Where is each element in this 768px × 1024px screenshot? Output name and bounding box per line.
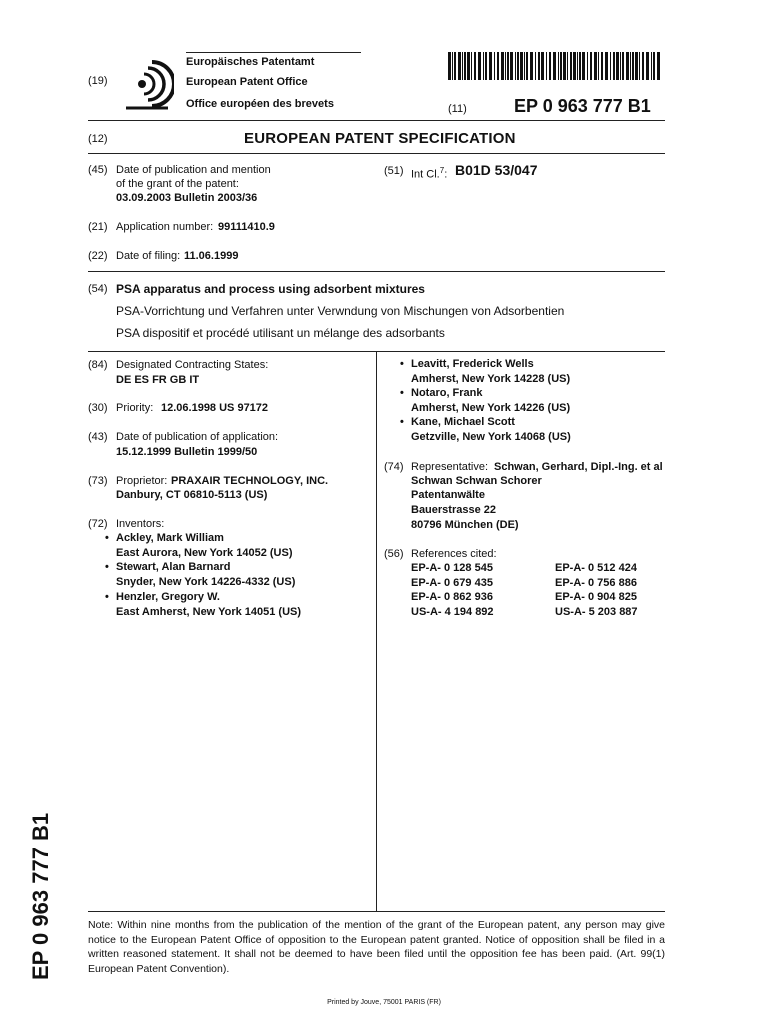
barcode-bar bbox=[507, 52, 509, 80]
inventor-name: • Kane, Michael Scott bbox=[411, 415, 515, 429]
barcode bbox=[448, 52, 664, 80]
inventor-name: • Stewart, Alan Barnard bbox=[116, 560, 231, 574]
code-73: (73) bbox=[88, 475, 108, 487]
barcode-bar bbox=[590, 52, 592, 80]
barcode-bar bbox=[582, 52, 585, 80]
code-74: (74) bbox=[384, 461, 404, 473]
publication-number: EP 0 963 777 B1 bbox=[514, 96, 651, 116]
barcode-bar bbox=[613, 52, 615, 80]
reference: EP-A- 0 512 424 bbox=[555, 562, 637, 574]
proprietor-name: PRAXAIR TECHNOLOGY, INC. bbox=[171, 475, 329, 487]
barcode-bar bbox=[632, 52, 634, 80]
barcode-bar bbox=[517, 52, 519, 80]
barcode-bar bbox=[626, 52, 629, 80]
int-cl-colon: : bbox=[444, 168, 448, 181]
barcode-bar bbox=[549, 52, 551, 80]
barcode-bar bbox=[520, 52, 523, 80]
barcode-bar bbox=[594, 52, 597, 80]
code-45: (45) bbox=[88, 164, 108, 176]
grant-date-label-1: Date of publication and mention bbox=[116, 164, 271, 176]
title-en: PSA apparatus and process using adsorbent mixtures bbox=[116, 282, 425, 296]
barcode-bar bbox=[448, 52, 451, 80]
barcode-bar bbox=[553, 52, 556, 80]
priority-label: Priority: bbox=[116, 402, 154, 414]
barcode-bar bbox=[622, 52, 624, 80]
int-cl-label bbox=[411, 164, 447, 182]
code-12: (12) bbox=[88, 133, 108, 145]
barcode-bar bbox=[605, 52, 608, 80]
barcode-bar bbox=[464, 52, 466, 80]
barcode-bar bbox=[497, 52, 499, 80]
barcode-bar bbox=[526, 52, 528, 80]
barcode-bar bbox=[577, 52, 578, 80]
reference: EP-A- 0 128 545 bbox=[411, 562, 493, 574]
barcode-bar bbox=[483, 52, 484, 80]
filing-date-label: Date of filing: bbox=[116, 250, 181, 262]
code-11: (11) bbox=[448, 103, 467, 115]
code-30: (30) bbox=[88, 402, 108, 414]
int-cl-value: B01D 53/047 bbox=[455, 162, 538, 178]
biblio-rule bbox=[88, 271, 665, 272]
barcode-bar bbox=[474, 52, 476, 80]
reference: EP-A- 0 756 886 bbox=[555, 577, 637, 589]
barcode-bar bbox=[454, 52, 456, 80]
app-publication-label: Date of publication of application: bbox=[116, 431, 279, 443]
barcode-bar bbox=[485, 52, 487, 80]
barcode-bar bbox=[651, 52, 652, 80]
header-bottom-rule bbox=[88, 120, 665, 121]
barcode-bar bbox=[642, 52, 644, 80]
code-54: (54) bbox=[88, 283, 108, 295]
barcode-bar bbox=[639, 52, 640, 80]
barcode-bar bbox=[657, 52, 660, 80]
inventor-name: • Notaro, Frank bbox=[411, 386, 483, 400]
opposition-note: Note: Within nine months from the publication of the mention of the grant of the European patent, any person may give notice to the European Patent Office of opposition to the European patent granted. Notice of opposition shall be filed in a written reasoned statement. It shall not be deemed to have been filed until the opposition fee has been paid. (Art. 99(1) European Patent Convention). bbox=[88, 919, 665, 975]
barcode-bar bbox=[524, 52, 525, 80]
grant-date-value: 03.09.2003 Bulletin 2003/36 bbox=[116, 192, 258, 204]
code-22: (22) bbox=[88, 250, 108, 262]
reference: US-A- 5 203 887 bbox=[555, 606, 638, 618]
barcode-bar bbox=[616, 52, 619, 80]
references-label: References cited: bbox=[411, 548, 497, 560]
inventor-address: Amherst, New York 14228 (US) bbox=[411, 373, 571, 385]
reference: EP-A- 0 679 435 bbox=[411, 577, 493, 589]
inventor-address: East Aurora, New York 14052 (US) bbox=[116, 547, 293, 559]
reference: EP-A- 0 904 825 bbox=[555, 591, 637, 603]
title-fr: PSA dispositif et procédé utilisant un mélange des adsorbants bbox=[116, 326, 445, 340]
barcode-bar bbox=[458, 52, 461, 80]
code-56: (56) bbox=[384, 548, 404, 560]
representative-line: Bauerstrasse 22 bbox=[411, 504, 497, 516]
reference: EP-A- 0 862 936 bbox=[411, 591, 493, 603]
int-cl-sup: 7 bbox=[439, 166, 445, 175]
inventor-name: • Ackley, Mark William bbox=[116, 531, 224, 545]
barcode-bar bbox=[546, 52, 547, 80]
filing-date-value: 11.06.1999 bbox=[184, 250, 239, 262]
barcode-bar bbox=[635, 52, 638, 80]
barcode-bar bbox=[573, 52, 576, 80]
code-84: (84) bbox=[88, 359, 108, 371]
barcode-bar bbox=[646, 52, 649, 80]
office-name-de: Europäisches Patentamt bbox=[186, 56, 315, 68]
title-de: PSA-Vorrichtung und Verfahren unter Verwndung von Mischungen von Adsorbentien bbox=[116, 304, 565, 318]
states-value: DE ES FR GB IT bbox=[116, 374, 200, 386]
barcode-bar bbox=[598, 52, 599, 80]
code-51: (51) bbox=[384, 165, 404, 177]
application-number-label: Application number: bbox=[116, 221, 214, 233]
office-name-en: European Patent Office bbox=[186, 76, 308, 88]
int-cl-text: Int Cl. bbox=[411, 168, 440, 181]
barcode-bar bbox=[510, 52, 513, 80]
barcode-bar bbox=[570, 52, 572, 80]
barcode-bar bbox=[505, 52, 506, 80]
representative-label: Representative: bbox=[411, 461, 489, 473]
barcode-bar bbox=[558, 52, 559, 80]
printer-line: Printed by Jouve, 75001 PARIS (FR) bbox=[327, 999, 441, 1006]
side-publication-number: EP 0 963 777 B1 bbox=[28, 812, 53, 980]
barcode-bar bbox=[538, 52, 540, 80]
representative-line: Schwan, Gerhard, Dipl.-Ing. et al bbox=[494, 461, 663, 473]
representative-line: Schwan Schwan Schorer bbox=[411, 475, 542, 487]
grant-date-label-2: of the grant of the patent: bbox=[116, 178, 239, 190]
barcode-bar bbox=[563, 52, 566, 80]
barcode-bar bbox=[560, 52, 562, 80]
barcode-bar bbox=[653, 52, 655, 80]
barcode-bar bbox=[535, 52, 536, 80]
inventor-name: • Henzler, Gregory W. bbox=[116, 590, 220, 604]
proprietor-address: Danbury, CT 06810-5113 (US) bbox=[116, 489, 268, 501]
column-divider bbox=[376, 351, 377, 911]
priority-value: 12.06.1998 US 97172 bbox=[161, 402, 269, 414]
barcode-bar bbox=[601, 52, 603, 80]
states-label: Designated Contracting States: bbox=[116, 359, 269, 371]
barcode-bar bbox=[530, 52, 533, 80]
barcode-bar bbox=[467, 52, 470, 80]
barcode-bar bbox=[610, 52, 611, 80]
barcode-bar bbox=[489, 52, 492, 80]
epo-logo bbox=[122, 56, 174, 112]
inventor-address: Getzville, New York 14068 (US) bbox=[411, 431, 571, 443]
app-publication-value: 15.12.1999 Bulletin 1999/50 bbox=[116, 446, 258, 458]
code-19: (19) bbox=[88, 75, 108, 87]
reference: US-A- 4 194 892 bbox=[411, 606, 494, 618]
code-21: (21) bbox=[88, 221, 108, 233]
barcode-bar bbox=[452, 52, 453, 80]
document-type: EUROPEAN PATENT SPECIFICATION bbox=[244, 130, 516, 147]
barcode-bar bbox=[587, 52, 588, 80]
inventor-address: Amherst, New York 14226 (US) bbox=[411, 402, 571, 414]
inventors-label: Inventors: bbox=[116, 518, 165, 530]
barcode-bar bbox=[620, 52, 621, 80]
application-number-value: 99111410.9 bbox=[218, 221, 275, 233]
barcode-bar bbox=[567, 52, 568, 80]
barcode-bar bbox=[515, 52, 516, 80]
note-rule bbox=[88, 911, 665, 912]
title-rule bbox=[88, 153, 665, 154]
representative-line: 80796 München (DE) bbox=[411, 519, 519, 531]
inventor-address: East Amherst, New York 14051 (US) bbox=[116, 606, 302, 618]
inventor-address: Snyder, New York 14226-4332 (US) bbox=[116, 576, 296, 588]
barcode-bar bbox=[501, 52, 504, 80]
representative-line: Patentanwälte bbox=[411, 489, 485, 501]
barcode-bar bbox=[630, 52, 631, 80]
barcode-bar bbox=[471, 52, 472, 80]
barcode-bar bbox=[541, 52, 544, 80]
proprietor-label: Proprietor: bbox=[116, 475, 168, 487]
barcode-bar bbox=[462, 52, 463, 80]
code-72: (72) bbox=[88, 518, 108, 530]
inventor-name: • Leavitt, Frederick Wells bbox=[411, 357, 534, 371]
barcode-bar bbox=[478, 52, 481, 80]
barcode-bar bbox=[579, 52, 581, 80]
code-43: (43) bbox=[88, 431, 108, 443]
barcode-bar bbox=[494, 52, 495, 80]
office-name-fr: Office européen des brevets bbox=[186, 98, 334, 110]
header-rule bbox=[186, 52, 361, 53]
